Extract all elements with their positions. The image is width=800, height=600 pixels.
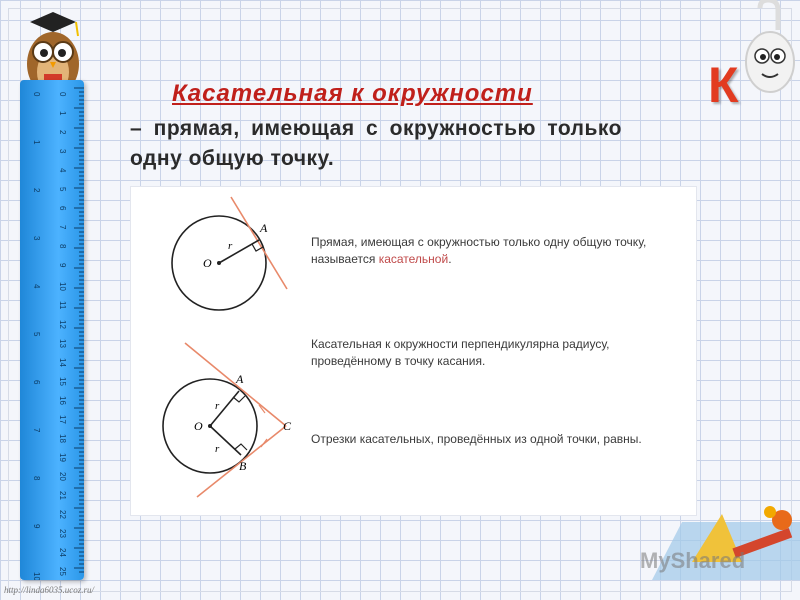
tangent-line-1 bbox=[231, 197, 287, 289]
label-b-2: B bbox=[239, 459, 247, 473]
label-r-1: r bbox=[228, 240, 233, 252]
panel-text-1b: называется bbox=[311, 252, 379, 266]
source-url: http://linda6035.ucoz.ru/ bbox=[4, 585, 94, 595]
figure-tangent-single bbox=[172, 197, 287, 310]
ruler-number: 14 bbox=[58, 358, 67, 367]
ruler-number: 22 bbox=[58, 510, 67, 519]
ruler-number: 12 bbox=[58, 320, 67, 329]
panel-text-perpendicular bbox=[311, 336, 609, 370]
ruler-number: 4 bbox=[58, 168, 67, 173]
panel-text-1a: Прямая, имеющая с окружностью только одну общую точку, bbox=[311, 235, 647, 249]
label-o-1: O bbox=[203, 256, 212, 270]
ruler-number: 21 bbox=[58, 491, 67, 500]
ruler bbox=[20, 80, 84, 580]
figure-tangents-from-point bbox=[163, 343, 292, 497]
right-angle-mark-2b bbox=[235, 444, 247, 450]
ruler-number: 15 bbox=[58, 377, 67, 386]
ruler-number-left: 10 bbox=[32, 572, 41, 580]
ruler-number: 17 bbox=[58, 415, 67, 424]
ruler-number-left: 6 bbox=[32, 380, 41, 385]
ruler-number: 11 bbox=[58, 301, 67, 310]
ruler-number-left: 9 bbox=[32, 524, 41, 529]
ruler-number-left: 4 bbox=[32, 284, 41, 289]
center-point-1 bbox=[217, 261, 221, 265]
ruler-number: 25 bbox=[58, 567, 67, 576]
ruler-number: 1 bbox=[58, 111, 67, 116]
ruler-number: 24 bbox=[58, 548, 67, 557]
panel-text-2a: Касательная к окружности перпендикулярна радиусу, bbox=[311, 337, 610, 351]
ruler-number: 9 bbox=[58, 263, 67, 268]
label-a-2: A bbox=[236, 372, 244, 386]
panel-text-2b: проведённому в точку касания. bbox=[311, 354, 486, 368]
radius-1 bbox=[219, 240, 259, 263]
slide-definition: – прямая, имеющая с окружностью только одну общую точку. bbox=[130, 117, 622, 170]
content-panel bbox=[130, 186, 697, 516]
ruler-number: 2 bbox=[58, 130, 67, 135]
panel-text-1end: . bbox=[448, 252, 452, 266]
ruler-number: 18 bbox=[58, 434, 67, 443]
watermark-brand-prefix: My bbox=[640, 548, 671, 573]
ruler-number-left: 2 bbox=[32, 188, 41, 193]
ruler-number: 16 bbox=[58, 396, 67, 405]
ruler-number: 6 bbox=[58, 206, 67, 211]
center-point-2 bbox=[208, 424, 212, 428]
ruler-number: 7 bbox=[58, 225, 67, 230]
watermark-brand-suffix: Shared bbox=[670, 548, 746, 573]
label-c-2: C bbox=[283, 419, 292, 433]
label-o-2: O bbox=[194, 419, 203, 433]
ruler-number: 0 bbox=[58, 92, 67, 97]
ruler-number-left: 7 bbox=[32, 428, 41, 433]
ruler-number: 5 bbox=[58, 187, 67, 192]
ruler-number: 13 bbox=[58, 339, 67, 348]
ruler-number: 8 bbox=[58, 244, 67, 249]
corner-letter: К bbox=[708, 57, 739, 113]
right-angle-mark-1 bbox=[252, 244, 263, 251]
panel-text-highlight: касательной bbox=[378, 252, 449, 266]
ruler-number: 19 bbox=[58, 453, 67, 462]
label-a-1: A bbox=[260, 221, 268, 235]
ruler-number-left: 5 bbox=[32, 332, 41, 337]
panel-text-equal-segments: Отрезки касательных, проведённых из одной точки, равны. bbox=[311, 432, 642, 446]
label-r-2b: r bbox=[215, 443, 220, 455]
label-r-2a: r bbox=[215, 400, 220, 412]
ruler-number-left: 3 bbox=[32, 236, 41, 241]
ruler-number: 10 bbox=[58, 282, 67, 291]
ruler-number-left: 1 bbox=[32, 140, 41, 145]
equal-mark-b bbox=[261, 439, 267, 447]
letter-mascot-icon bbox=[738, 0, 798, 96]
ruler-number: 3 bbox=[58, 149, 67, 154]
ruler-number-left: 8 bbox=[32, 476, 41, 481]
ruler-scale bbox=[20, 80, 84, 580]
slide-title: Касательная к окружности bbox=[172, 80, 533, 107]
panel-text-definition bbox=[311, 234, 646, 268]
ruler-number-left: 0 bbox=[32, 92, 41, 97]
ruler-number: 23 bbox=[58, 529, 67, 538]
ruler-number: 20 bbox=[58, 472, 67, 481]
slideshared-watermark bbox=[640, 548, 745, 574]
